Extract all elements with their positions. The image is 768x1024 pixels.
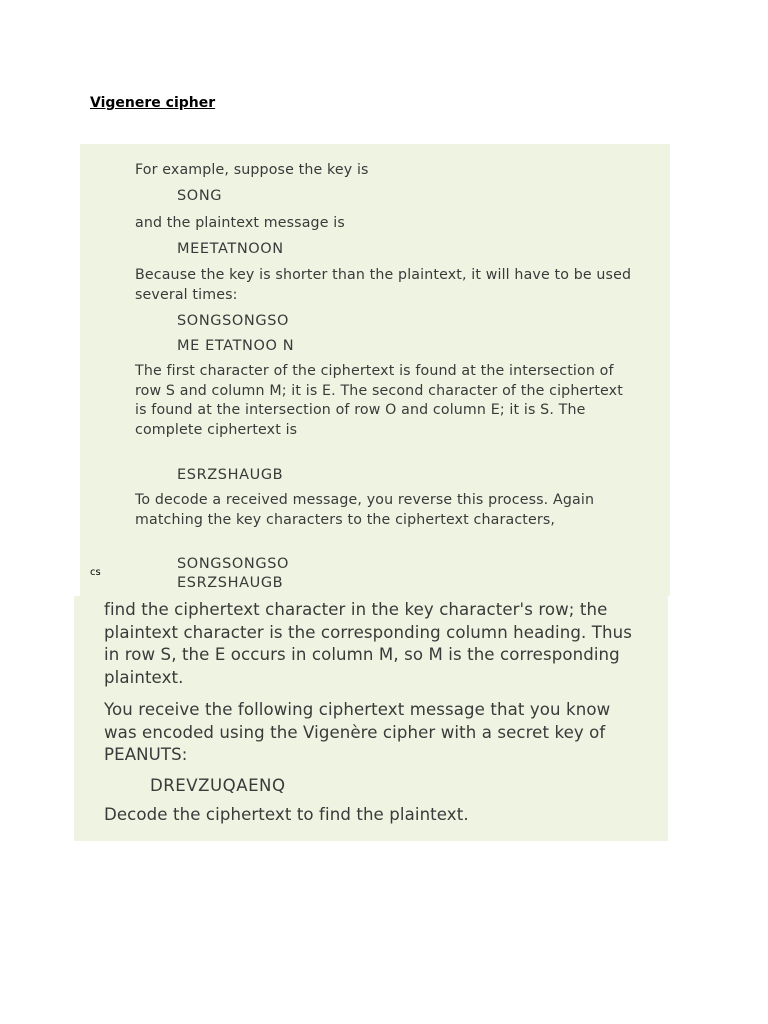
example-intro: For example, suppose the key is xyxy=(135,162,369,178)
exercise-intro: You receive the following ciphertext message that you know was encoded using the Vigenère cipher with a secret key of PEANUTS: xyxy=(104,700,611,764)
example-key: SONG xyxy=(177,188,223,204)
repeat-explanation: Because the key is shorter than the plaintext, it will have to be used several times: xyxy=(135,267,632,303)
decode-ciphertext: ESRZSHAUGB xyxy=(177,575,284,591)
document-title: Vigenere cipher xyxy=(90,95,216,111)
exercise-task: Decode the ciphertext to find the plaintext. xyxy=(104,805,469,824)
plaintext-intro: and the plaintext message is xyxy=(135,215,345,231)
margin-note: cs xyxy=(90,567,101,578)
example-ciphertext: ESRZSHAUGB xyxy=(177,467,284,483)
decode-key: SONGSONGSO xyxy=(177,556,290,572)
ciphertext-explanation: The first character of the ciphertext is found at the intersection of row S and column M; it is E. The second character of the ciphertext is found at the intersection of row O and column E; it is S. The complete ciphertext is xyxy=(135,363,623,438)
textbook-excerpt-bottom xyxy=(74,596,668,841)
decode-explanation: To decode a received message, you reverse this process. Again matching the key characters to the ciphertext characters, xyxy=(135,492,595,528)
textbook-excerpt-top xyxy=(80,144,670,596)
key-repeated: SONGSONGSO xyxy=(177,313,290,329)
decode-rule: find the ciphertext character in the key character's row; the plaintext character is the corresponding column heading. Thus in row S, the E occurs in column M, so M is the corresponding plaintext. xyxy=(104,600,632,687)
plaintext-aligned: ME ETATNOO N xyxy=(177,338,295,354)
exercise-ciphertext: DREVZUQAENQ xyxy=(150,776,286,795)
example-plaintext: MEETATNOON xyxy=(177,241,284,257)
